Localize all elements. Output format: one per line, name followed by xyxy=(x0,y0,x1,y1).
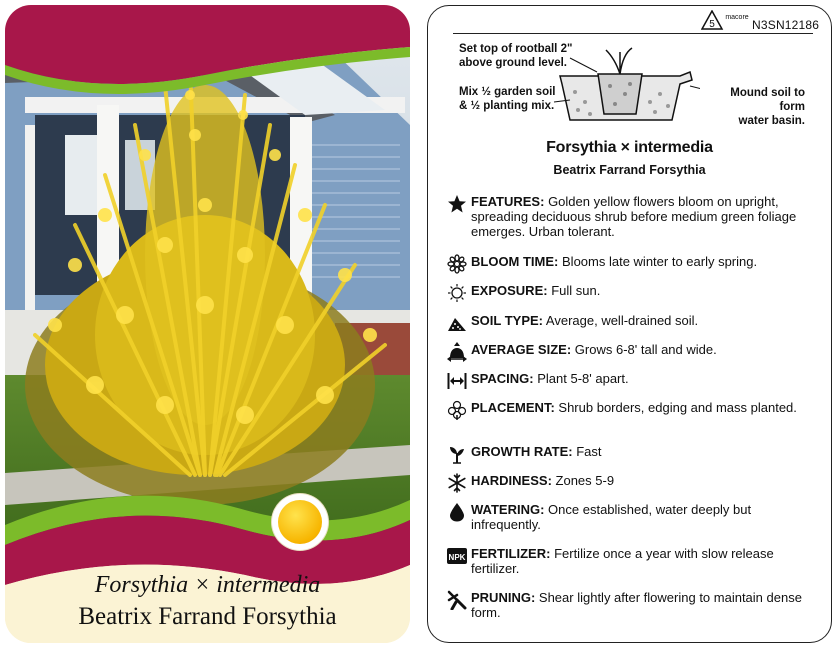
star-icon xyxy=(447,194,467,214)
diagram-note-water-basin: Mound soil to form water basin. xyxy=(730,87,805,127)
full-sun-badge-icon xyxy=(272,494,328,550)
planting-diagram xyxy=(540,44,700,126)
right-common-name: Beatrix Farrand Forsythia xyxy=(553,163,706,177)
sun-icon xyxy=(447,283,467,303)
product-code: N3SN12186 xyxy=(752,18,820,32)
size-icon xyxy=(447,342,467,362)
divider xyxy=(453,33,813,34)
sprout-icon xyxy=(447,444,467,464)
placement-icon xyxy=(447,400,467,420)
svg-text:NPK: NPK xyxy=(448,553,466,562)
left-latin-name: Forsythia × intermedia xyxy=(94,572,321,598)
svg-text:macore: macore xyxy=(725,14,749,21)
recycle-icon xyxy=(701,10,749,32)
svg-text:5: 5 xyxy=(709,19,715,30)
spacing-icon xyxy=(447,371,467,391)
plant-photo-card xyxy=(5,5,410,643)
water-drop-icon xyxy=(447,502,467,522)
right-latin-name: Forsythia × intermedia xyxy=(546,139,713,156)
snowflake-icon xyxy=(447,473,467,493)
npk-icon xyxy=(447,546,467,566)
pruners-icon xyxy=(447,590,467,610)
diagram-note-rootball: Set top of rootball 2" above ground level. xyxy=(459,43,573,69)
diagram-note-soil-mix: Mix ½ garden soil & ½ planting mix. xyxy=(459,86,556,112)
forsythia-photo xyxy=(5,5,410,643)
flower-icon xyxy=(447,254,467,274)
soil-icon xyxy=(447,313,467,333)
left-common-name: Beatrix Farrand Forsythia xyxy=(78,603,337,630)
